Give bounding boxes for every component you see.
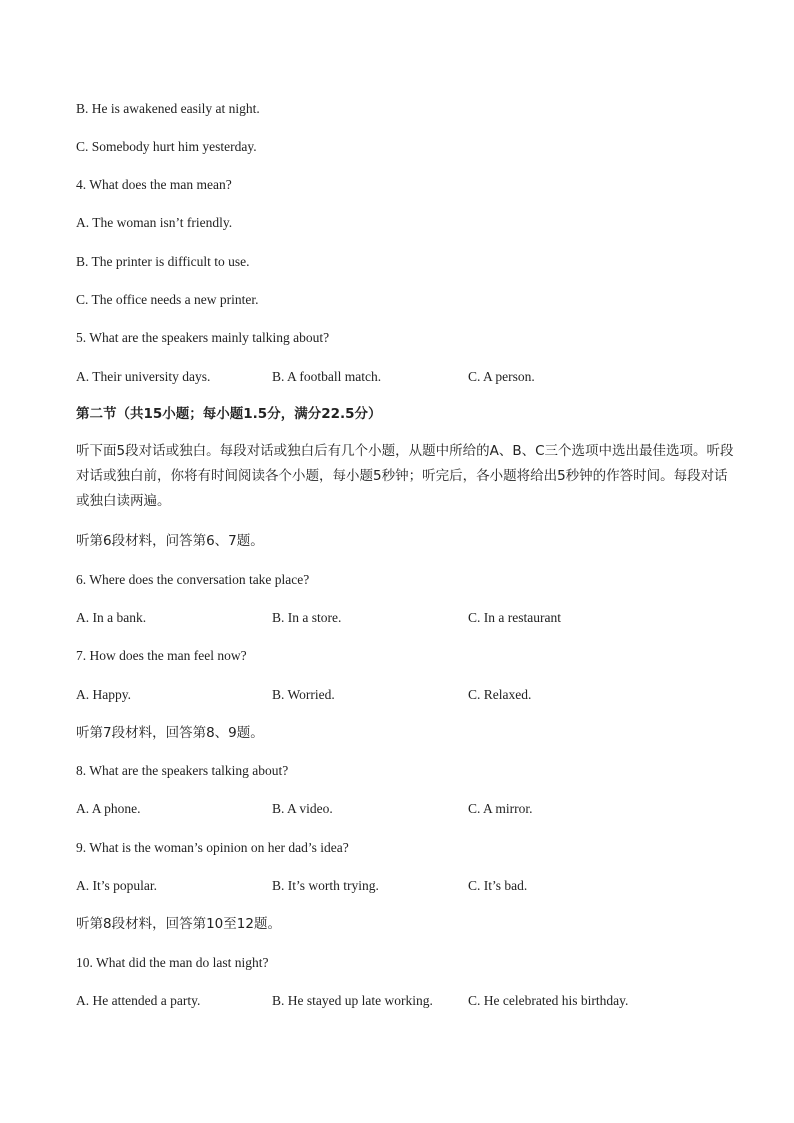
q10-option-b: B. He stayed up late working.: [272, 993, 433, 1008]
q8-option-a: A. A phone.: [76, 801, 141, 816]
material-6-heading: 听第6段材料，问答第6、7题。: [76, 533, 264, 549]
section-2-instructions: 听下面5段对话或独白。每段对话或独白后有几个小题，从题中所给的A、B、C三个选项中选出最佳选项。听段对话或独白前，你将有时间阅读各个小题，每小题5秒钟；听完后，各小题将给出5秒钟的作答时间。每段对话或独白读两遍。: [76, 443, 734, 509]
q10-option-c: C. He celebrated his birthday.: [468, 993, 629, 1008]
q9-option-a: A. It’s popular.: [76, 878, 157, 893]
question-7: 7. How does the man feel now?: [76, 648, 247, 663]
q6-option-b: B. In a store.: [272, 610, 342, 625]
q8-option-c: C. A mirror.: [468, 801, 533, 816]
q6-option-a: A. In a bank.: [76, 610, 147, 625]
q5-option-c: C. A person.: [468, 369, 535, 384]
question-8: 8. What are the speakers talking about?: [76, 763, 289, 778]
q5-option-b: B. A football match.: [272, 369, 382, 384]
q7-option-b: B. Worried.: [272, 687, 335, 702]
q5-option-a: A. Their university days.: [76, 369, 211, 384]
q6-option-c: C. In a restaurant: [468, 610, 561, 625]
q3-option-c: C. Somebody hurt him yesterday.: [76, 139, 257, 154]
q4-option-b: B. The printer is difficult to use.: [76, 254, 250, 269]
q10-option-a: A. He attended a party.: [76, 993, 201, 1008]
q7-option-c: C. Relaxed.: [468, 687, 532, 702]
q7-option-a: A. Happy.: [76, 687, 131, 702]
material-8-heading: 听第8段材料，回答第10至12题。: [76, 916, 281, 932]
q8-option-b: B. A video.: [272, 801, 333, 816]
q9-option-c: C. It’s bad.: [468, 878, 528, 893]
section-2-heading: 第二节（共15小题；每小题1.5分，满分22.5分）: [76, 406, 382, 422]
question-6: 6. Where does the conversation take place?: [76, 572, 310, 587]
q4-option-a: A. The woman isn’t friendly.: [76, 215, 233, 230]
question-4: 4. What does the man mean?: [76, 177, 232, 192]
q4-option-c: C. The office needs a new printer.: [76, 292, 259, 307]
question-5: 5. What are the speakers mainly talking about?: [76, 330, 330, 345]
q3-option-b: B. He is awakened easily at night.: [76, 101, 260, 116]
question-10: 10. What did the man do last night?: [76, 955, 269, 970]
material-7-heading: 听第7段材料，回答第8、9题。: [76, 725, 264, 741]
q9-option-b: B. It’s worth trying.: [272, 878, 379, 893]
question-9: 9. What is the woman’s opinion on her dad’s idea?: [76, 840, 349, 855]
